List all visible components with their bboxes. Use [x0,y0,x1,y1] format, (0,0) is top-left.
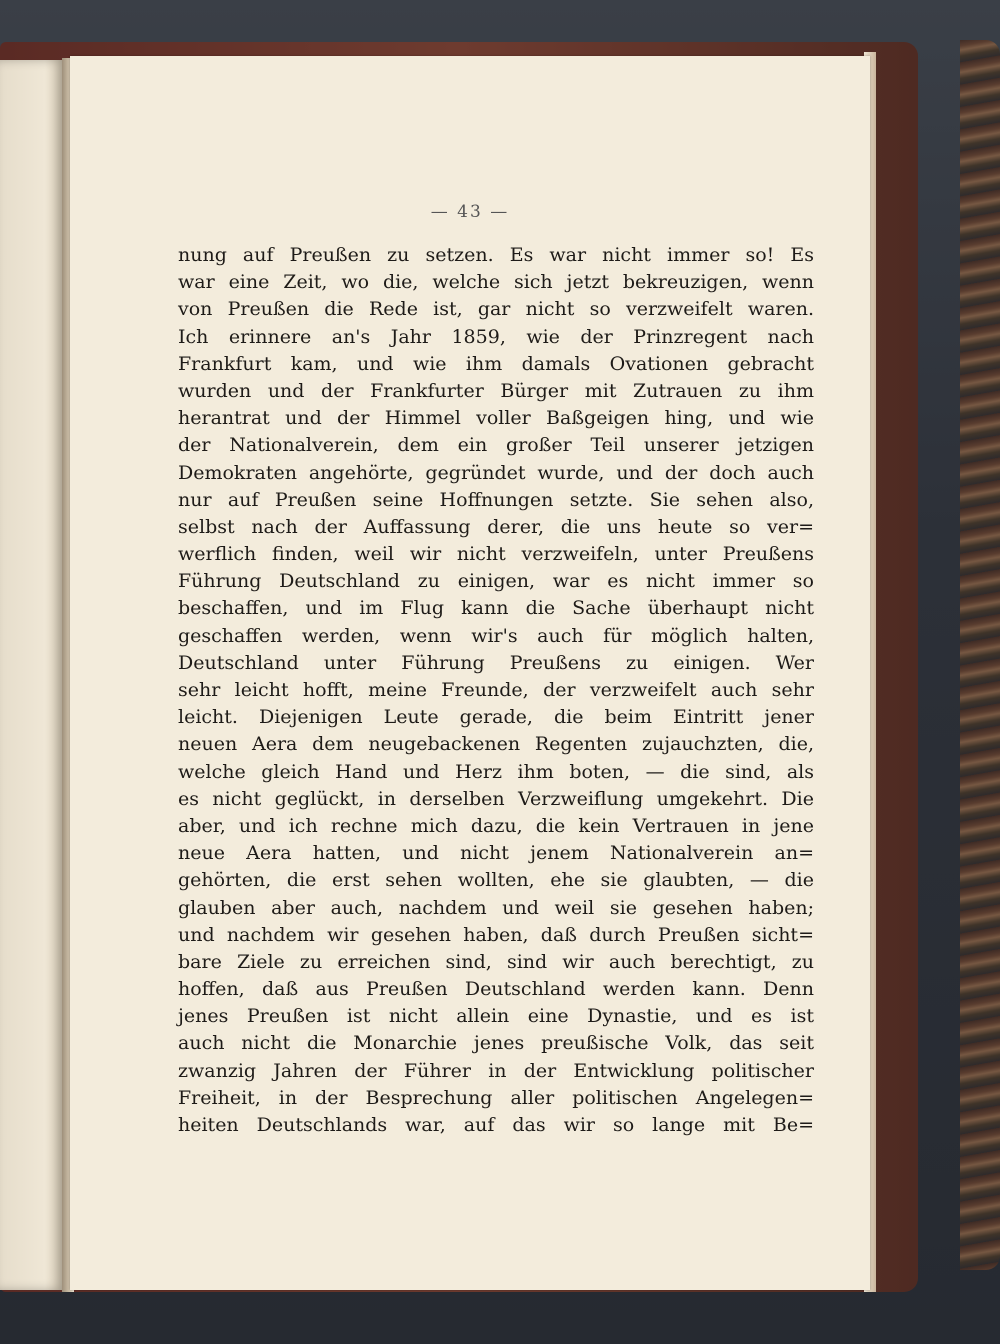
book-page [70,56,870,1290]
text-line: neuen Aera dem neugebackenen Regenten zujauchzten, die, [178,733,814,756]
marbled-cover-edge [960,40,1000,1270]
text-line: heiten Deutschlands war, auf das wir so lange mit Be= [178,1114,814,1136]
text-line: Deutschland unter Führung Preußens zu einigen. Wer [178,651,814,674]
text-line: bare Ziele zu erreichen sind, sind wir auch berechtigt, zu [178,950,814,973]
text-line: Demokraten angehörte, gegründet wurde, und der doch auch [178,461,814,484]
text-line: Freiheit, in der Besprechung aller politischen Angelegen= [178,1086,814,1109]
text-line: zwanzig Jahren der Führer in der Entwicklung politischer [178,1059,814,1082]
text-line: Führung Deutschland zu einigen, war es nicht immer so [178,570,814,593]
text-line: hoffen, daß aus Preußen Deutschland werden kann. Denn [178,978,814,1001]
text-line: nur auf Preußen seine Hoffnungen setzte. Sie sehen also, [178,488,814,511]
left-page-edge [0,60,64,1290]
text-line: welche gleich Hand und Herz ihm boten, — die sind, als [178,760,814,783]
text-line: der Nationalverein, dem ein großer Teil unserer jetzigen [178,434,814,457]
text-line: Frankfurt kam, und wie ihm damals Ovationen gebracht [178,352,814,375]
text-line: beschaffen, und im Flug kann die Sache überhaupt nicht [178,597,814,620]
text-line: glauben aber auch, nachdem und weil sie gesehen haben; [178,896,814,919]
text-line: jenes Preußen ist nicht allein eine Dynastie, und es ist [178,1005,814,1028]
text-line: werflich finden, weil wir nicht verzweifeln, unter Preußens [178,543,814,566]
text-line: auch nicht die Monarchie jenes preußische Volk, das seit [178,1032,814,1055]
text-line: und nachdem wir gesehen haben, daß durch Preußen sicht= [178,923,814,946]
text-line: war eine Zeit, wo die, welche sich jetzt bekreuzigen, wenn [178,271,814,294]
text-line: gehörten, die erst sehen wollten, ehe sie glaubten, — die [178,869,814,892]
text-line: es nicht geglückt, in derselben Verzweiflung umgekehrt. Die [178,787,814,810]
text-line: selbst nach der Auffassung derer, die uns heute so ver= [178,515,814,538]
text-line: neue Aera hatten, und nicht jenem Nationalverein an= [178,842,814,865]
text-line: aber, und ich rechne mich dazu, die kein Vertrauen in jene [178,814,814,837]
text-line: Ich erinnere an's Jahr 1859, wie der Prinzregent nach [178,325,814,348]
text-line: leicht. Diejenigen Leute gerade, die beim Eintritt jener [178,706,814,729]
text-line: sehr leicht hofft, meine Freunde, der verzweifelt auch sehr [178,679,814,701]
text-line: wurden und der Frankfurter Bürger mit Zutrauen zu ihm [178,379,814,402]
body-text [178,242,814,1139]
text-line: herantrat und der Himmel voller Baßgeigen hing, und wie [178,407,814,430]
text-line: von Preußen die Rede ist, gar nicht so verzweifelt waren. [178,298,814,321]
text-line: nung auf Preußen zu setzen. Es war nicht immer so! Es [178,244,814,266]
page-number: — 43 — [430,202,510,222]
text-line: geschaffen werden, wenn wir's auch für möglich halten, [178,624,814,647]
